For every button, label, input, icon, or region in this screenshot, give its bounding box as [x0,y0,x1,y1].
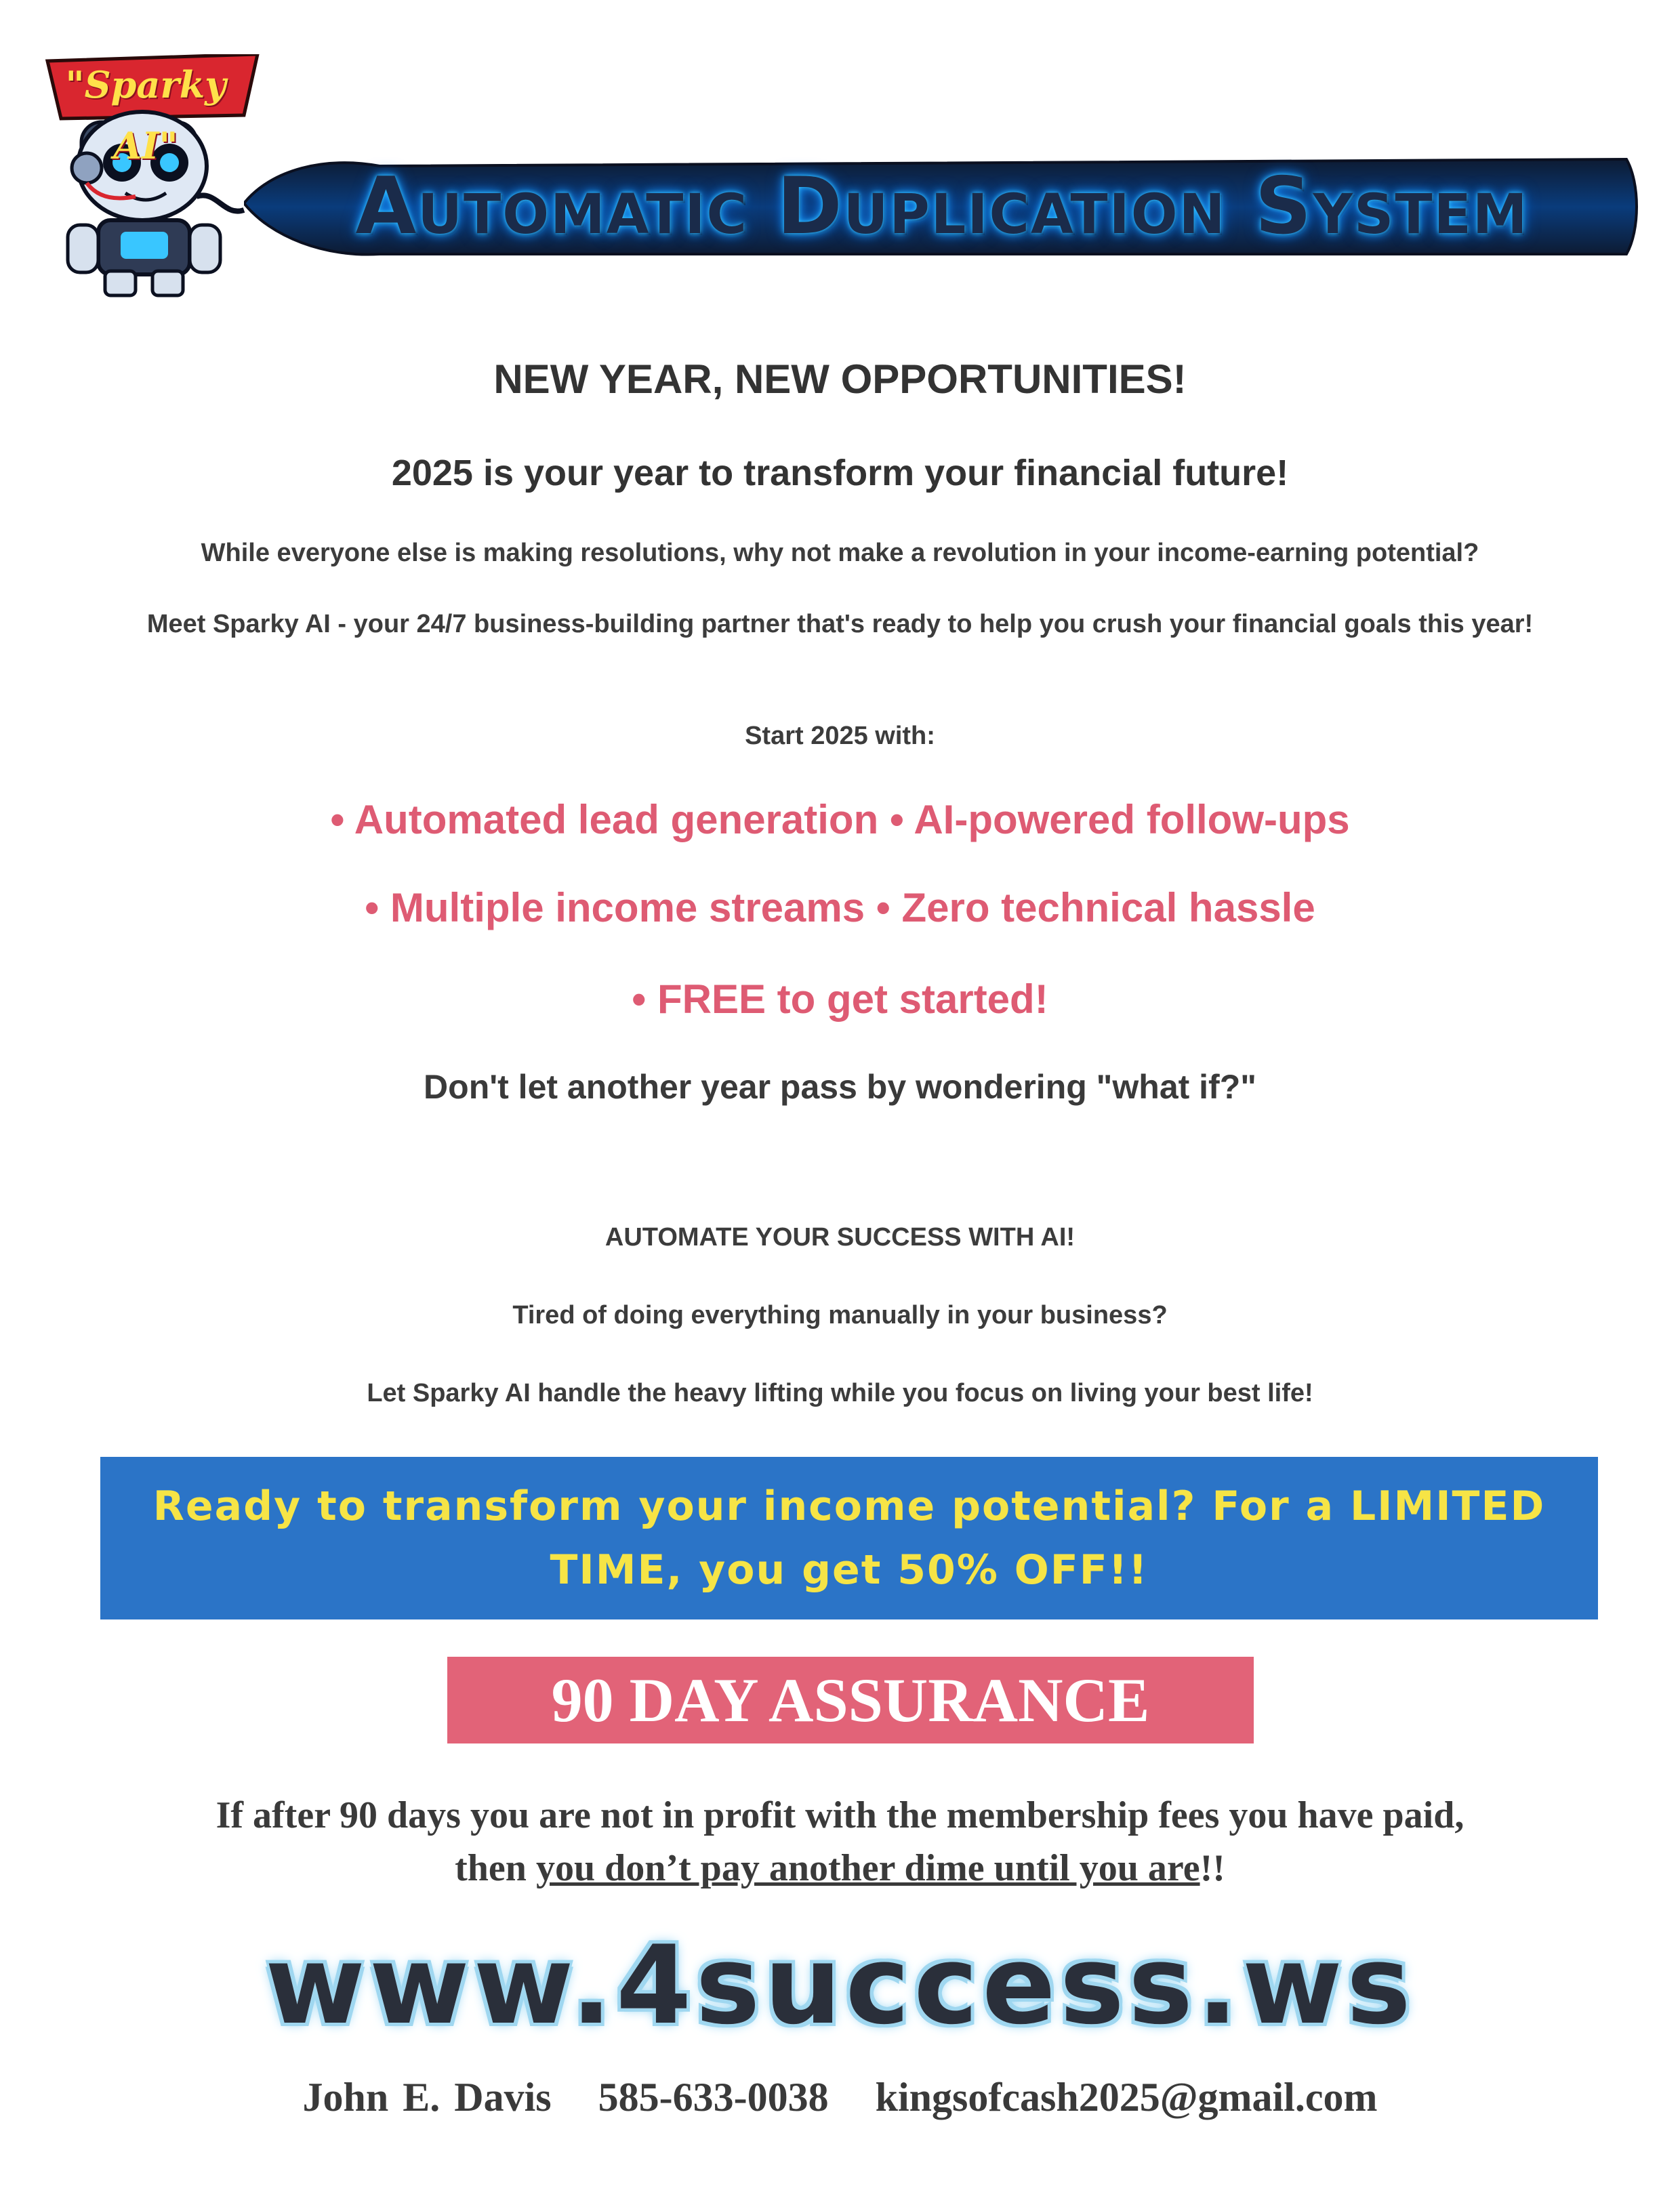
feature-line-2: • Multiple income streams • Zero technical hassle [365,885,1315,930]
resolution-line: While everyone else is making resolutions, why not make a revolution in your income-earning potential? [201,539,1479,567]
assurance-box [447,1657,1254,1743]
meet-sparky-line: Meet Sparky AI - your 24/7 business-building partner that's ready to help you crush your financial goals this year! [146,610,1534,638]
what-if-line: Don't let another year pass by wondering "what if?" [424,1068,1256,1106]
contact-phone[interactable]: 585-633-0038 [598,2075,829,2120]
website-url[interactable]: www.4success.ws [265,1922,1415,2048]
guarantee-line-1: If after 90 days you are not in profit with the membership fees you have paid, [216,1794,1464,1836]
guarantee-text [0,1789,1680,1895]
limited-offer-text: Ready to transform your income potential? For a LIMITED TIME, you get 50% OFF!! [152,1483,1546,1594]
header-logo [41,54,1654,298]
guarantee-line-2-prefix: then [455,1847,536,1889]
subheadline: 2025 is your year to transform your financial future! [391,453,1289,493]
start-2025-line: Start 2025 with: [745,722,935,750]
sparky-ai-badge: "Sparky AI" [65,63,226,167]
feature-line-3: • FREE to get started! [632,976,1048,1022]
guarantee-underlined: you don’t pay another dime until you are [535,1847,1200,1889]
automate-line-1: Tired of doing everything manually in your business? [512,1301,1168,1329]
assurance-text: 90 DAY ASSURANCE [551,1666,1150,1735]
automate-title: AUTOMATE YOUR SUCCESS WITH AI! [605,1223,1075,1252]
guarantee-line-2 [0,1842,1680,1895]
guarantee-line-2-suffix: !! [1200,1847,1225,1889]
feature-line-1: • Automated lead generation • AI-powered follow-ups [330,797,1350,842]
headline: NEW YEAR, NEW OPPORTUNITIES! [493,356,1187,402]
contact-email[interactable]: kingsofcash2025@gmail.com [875,2075,1378,2120]
contact-line [0,2070,1680,2124]
limited-offer-box [100,1457,1598,1619]
title-banner-text: Automatic Duplication System [355,161,1529,252]
contact-name: John E. Davis [302,2075,552,2120]
automate-line-2: Let Sparky AI handle the heavy lifting while you focus on living your best life! [367,1379,1313,1407]
